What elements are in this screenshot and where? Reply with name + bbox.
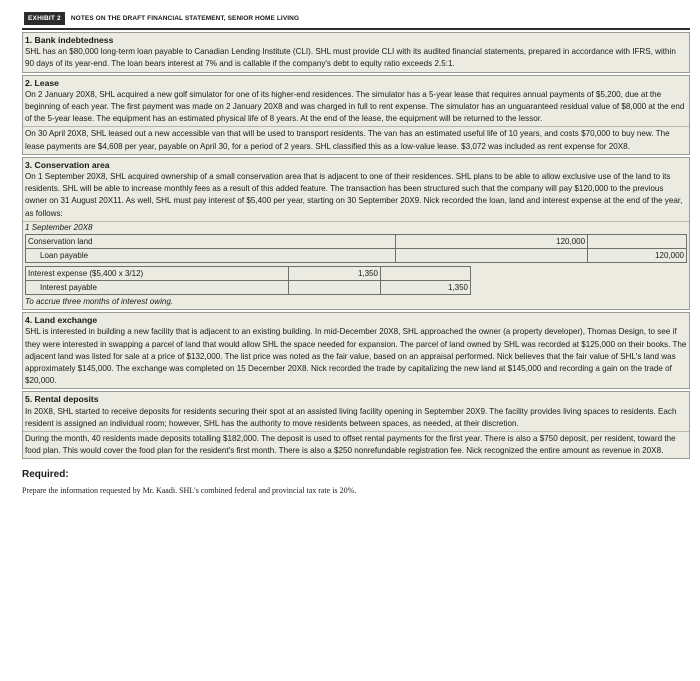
document-page: [22, 8, 690, 495]
section-rental-deposits: [22, 391, 690, 459]
section-title: 4. Land exchange: [25, 315, 98, 326]
debit-cell: 120,000: [395, 235, 587, 249]
debit-cell: 1,350: [289, 267, 381, 281]
journal-date: 1 September 20X8: [23, 221, 689, 234]
debit-cell: [289, 281, 381, 295]
credit-cell: 1,350: [380, 281, 470, 295]
section-title: 1. Bank indebtedness: [25, 35, 114, 45]
section-land-exchange: [22, 312, 690, 389]
journal-caption: To accrue three months of interest owing.: [25, 297, 174, 307]
section-text: SHL is interested in building a new facility that is adjacent to an existing building. In mid-December 20X8, SHL approached the owner (a property developer), Thomas Design, to see if they were interested in swapping a parcel of land that would allow SHL the space needed for expansion. The parcel of land owned by SHL was recorded at $125,000 on their books. The adjacent land was listed for sale at a price of $132,000. The list price was noted as the fair value, based on an appraisal performed. Nick believes that the fair value of SHL's land was approximately $145,000. The exchange was completed on 15 December 20X8. Nick recorded the trade by capitalizing the new land at $145,000 and recording a gain on the trade of $20,000.: [25, 327, 687, 386]
exhibit-badge: EXHIBIT 2: [24, 12, 65, 25]
credit-cell: 120,000: [588, 249, 687, 263]
section-title: 3. Conservation area: [25, 159, 110, 170]
section-lease: [22, 75, 690, 155]
table-row: [26, 235, 687, 249]
section-text: SHL has an $80,000 long-term loan payable to Canadian Lending Institute (CLI). SHL must provide CLI with its audited financial statements, prepared in accordance with IFRS, within 90 days of its year-end. The loan bears interest at 7% and is callable if the company's debt to equity ratio exceeds 2.5:1.: [25, 47, 676, 69]
section-text: On 1 September 20X8, SHL acquired ownership of a small conservation area that is adjacent to one of their residences. SHL plans to be able to allow exclusive use of the land to its residents. SHL will be able to increase monthly fees as a result of this added feature. The transaction has been structured such that the company will pay $120,000 to the previous owner on 31 August 20X11. As well, SHL must pay interest of $5,400 per year, starting on 30 September 20X9. Nick recorded the loan, land and interest expense at the end of the year, as follows:: [25, 172, 683, 218]
section-title: 5. Rental deposits: [25, 394, 99, 405]
section-text: In 20X8, SHL started to receive deposits for residents securing their spot at an assisted living facility opening in September 20X9. The facility provides living spaces to residents. Each resident is assigned an individual room; however, SHL has the authority to move residents between spaces, as needed, at their discretion.: [25, 406, 677, 428]
account-cell: Interest expense ($5,400 x 3/12): [26, 267, 289, 281]
section-bank-indebtedness: [22, 32, 690, 73]
journal-entry-land: [25, 234, 687, 263]
table-row: [26, 249, 687, 263]
exhibit-header: [22, 8, 690, 30]
debit-cell: [395, 249, 587, 263]
table-row: [26, 281, 471, 295]
credit-cell: [380, 267, 470, 281]
section-text: On 30 April 20X8, SHL leased out a new accessible van that will be used to transport residents. The van has an estimated useful life of 10 years, and costs $70,000 to buy new. The lease payments are $4,608 per year, payable on April 30, for a period of 2 years. SHL classified this as a low-value lease. $3,072 was included as rent expense for 20X8.: [23, 126, 689, 153]
exhibit-title: NOTES ON THE DRAFT FINANCIAL STATEMENT, SENIOR HOME LIVING: [70, 14, 300, 22]
account-cell: Loan payable: [26, 249, 396, 263]
section-title: 2. Lease: [25, 77, 59, 88]
section-conservation-area: [22, 157, 690, 310]
account-cell: Interest payable: [26, 281, 289, 295]
required-heading: Required:: [22, 469, 69, 481]
section-text: On 2 January 20X8, SHL acquired a new golf simulator for one of its higher-end residences. The simulator has a 5-year lease that requires annual payments of $5,200, due at the beginning of each year. The first payment was made on 2 January 20X8 and was charged in full to rent expense. The simulator has an unguaranteed residual value of $8,000 at the end of the 5-year lease. The equipment has an estimated physical life of 8 years. At the end of the lease, the equipment will be returned to the lessor.: [25, 89, 685, 124]
section-text: During the month, 40 residents made deposits totalling $182,000. The deposit is used to offset rental payments for the first year. There is also a $750 deposit, per resident, toward the food plan. This would cover the food plan for the resident's first month. There is also a $250 nonrefundable registration fee. Nick recognized the entire amount as revenue in 20X8.: [23, 431, 689, 458]
credit-cell: [588, 235, 687, 249]
account-cell: Conservation land: [26, 235, 396, 249]
required-text: Prepare the information requested by Mr. Kaadi. SHL's combined federal and provincial tax rate is 20%.: [22, 486, 357, 496]
table-row: [26, 267, 471, 281]
journal-entry-interest: [25, 266, 471, 295]
